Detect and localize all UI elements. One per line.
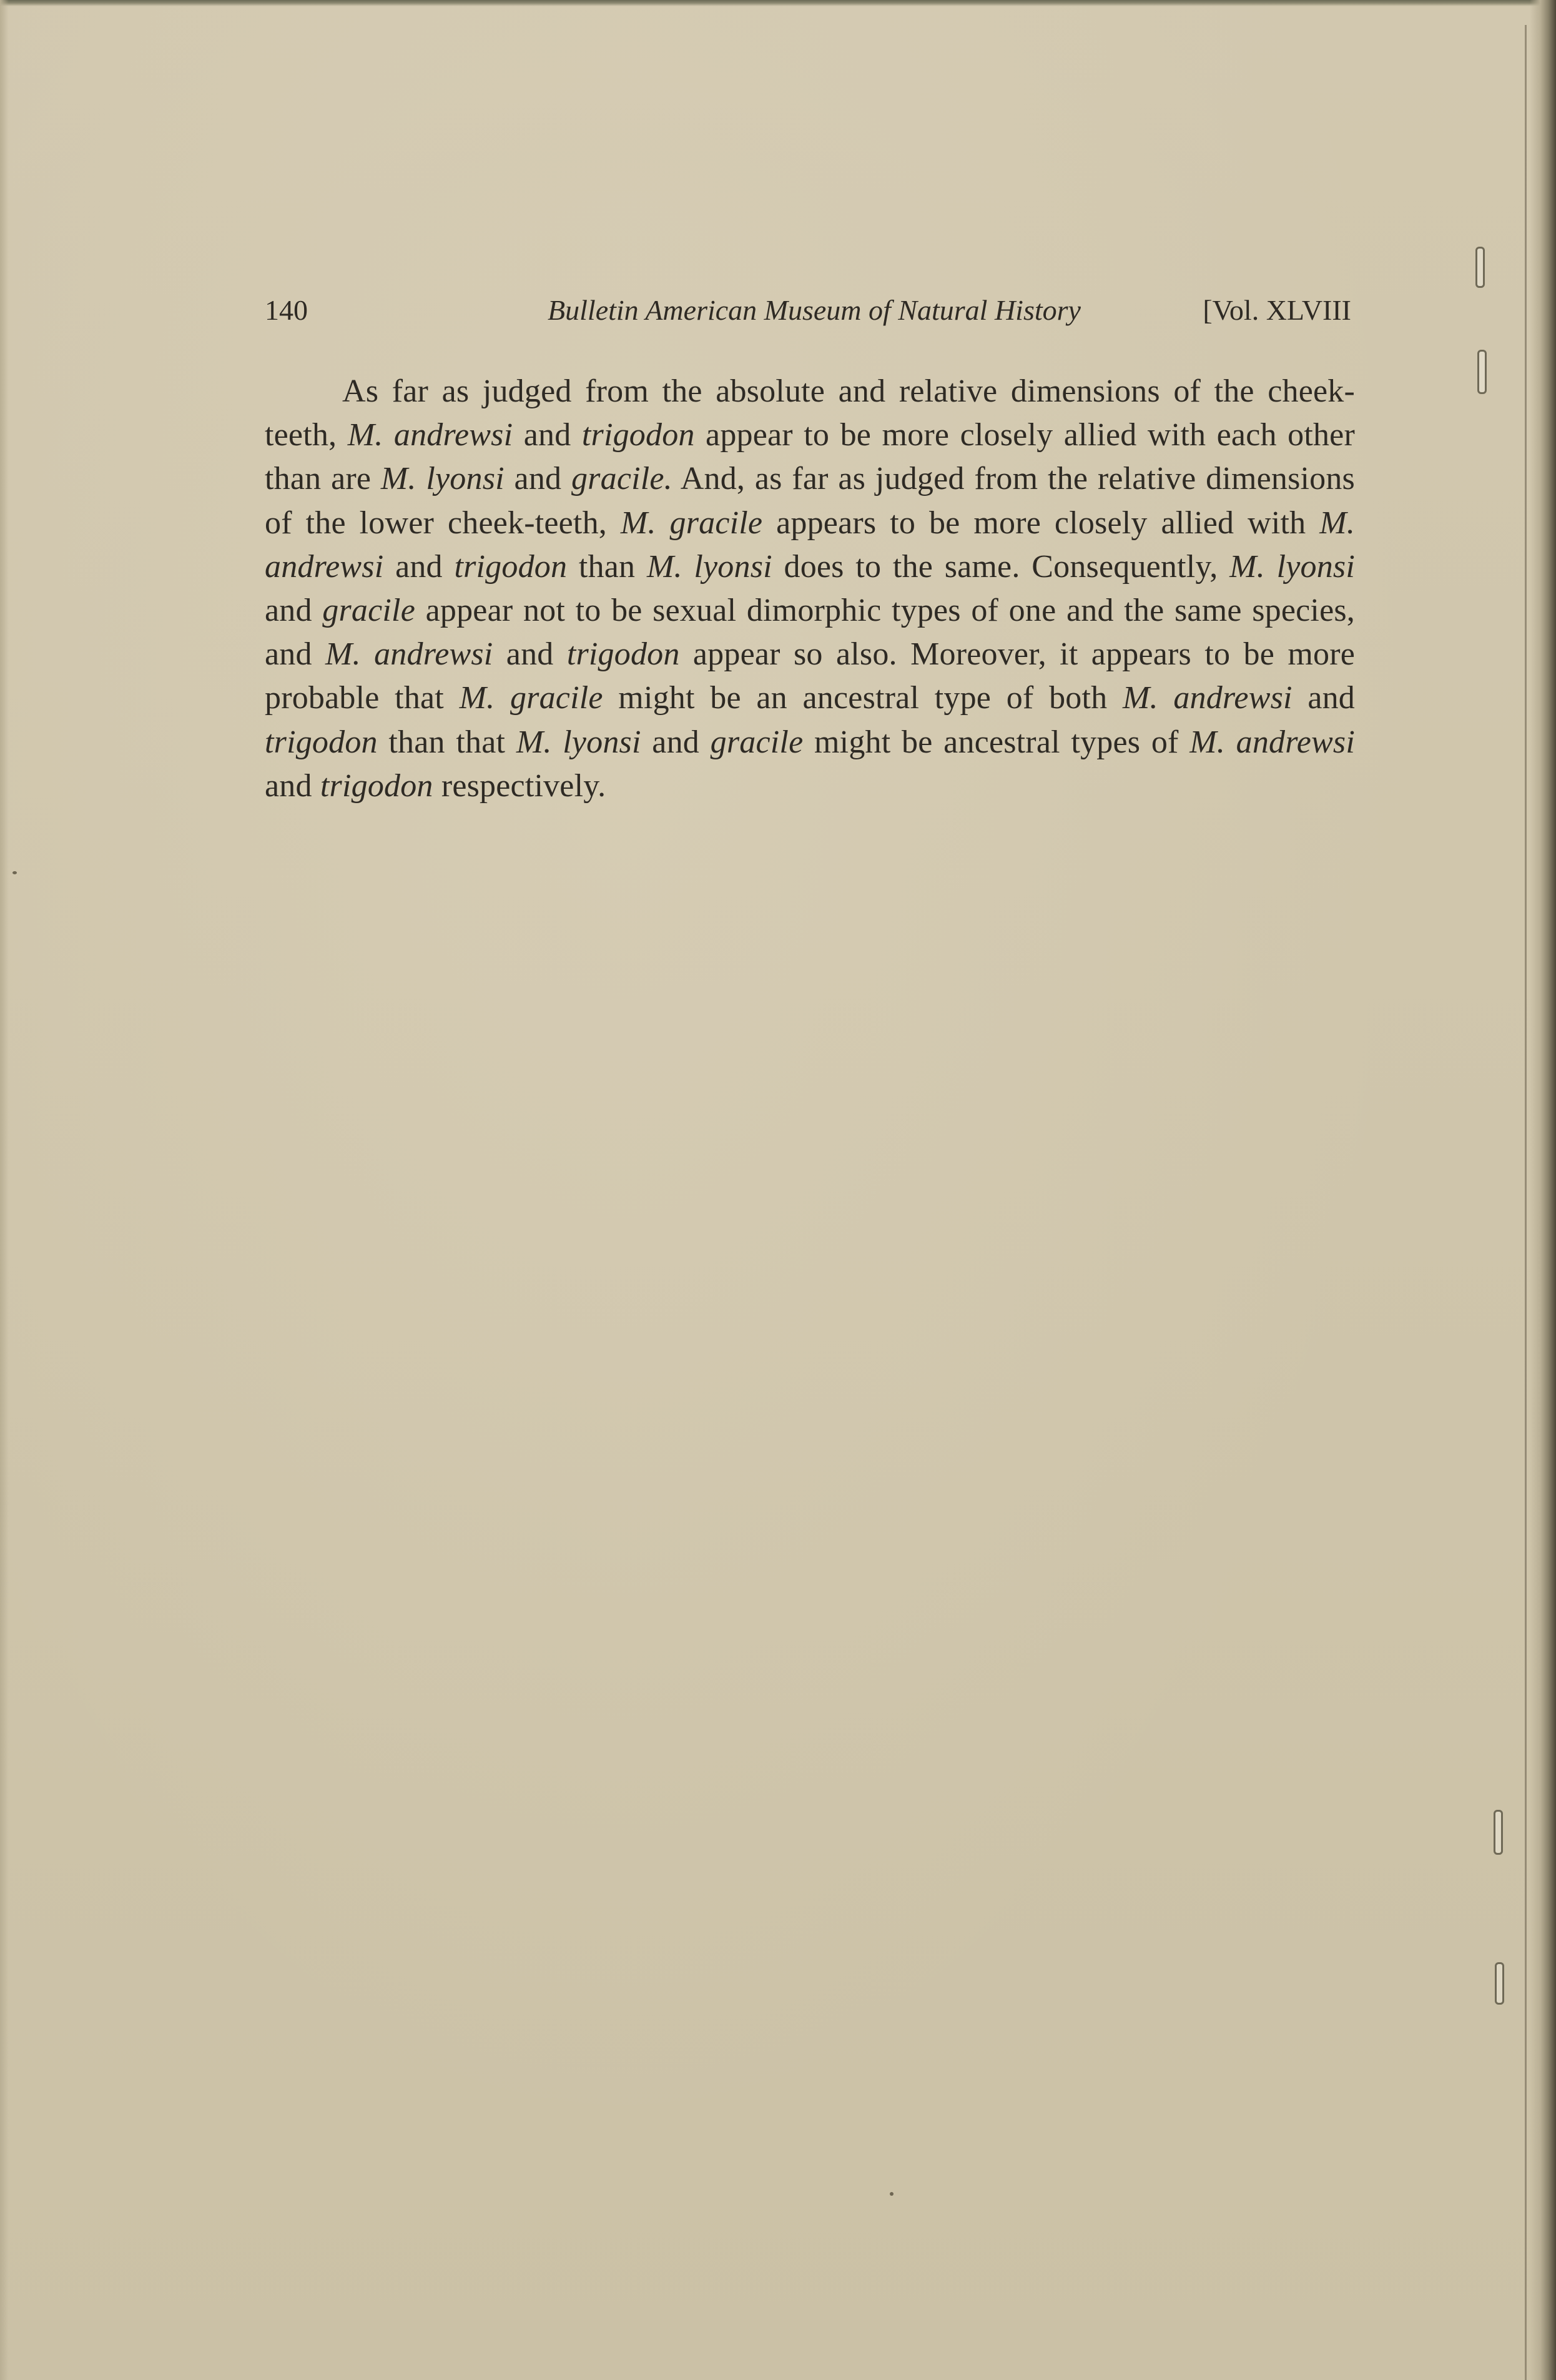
text-run: and xyxy=(493,636,567,673)
taxon-name: M. andrewsi xyxy=(1122,680,1293,716)
text-run: than that xyxy=(377,724,516,760)
text-run: might be ancestral types of xyxy=(803,724,1190,760)
taxon-name: trigodon xyxy=(566,636,680,673)
running-title: Bulletin American Museum of Natural History xyxy=(548,294,1081,326)
text-run: And, as far as judged from the relative dimensions of the lower cheek-teeth, xyxy=(265,461,1355,541)
taxon-name: M. andrewsi xyxy=(325,636,493,673)
page-top-edge xyxy=(0,0,1556,6)
staple-hole-3 xyxy=(1494,1810,1503,1855)
text-run: and xyxy=(265,593,323,629)
taxon-name: M. andrewsi xyxy=(265,505,1356,585)
taxon-name: M. gracile xyxy=(459,680,603,716)
staple-hole-2 xyxy=(1477,350,1487,394)
text-run: than xyxy=(567,548,647,585)
volume-label: [Vol. XLVIII xyxy=(1203,294,1351,326)
text-run: and xyxy=(265,768,320,804)
taxon-name: M. lyonsi xyxy=(1229,548,1355,585)
text-run: does to the same. Consequently, xyxy=(772,548,1230,585)
text-run: appear so also. Moreover, it appears to be more probable that xyxy=(265,636,1355,716)
taxon-name: gracile xyxy=(322,593,415,629)
taxon-name: M. andrewsi xyxy=(1189,724,1355,760)
staple-hole-4 xyxy=(1495,1962,1504,2005)
text-run: appear not to be sexual dimorphic types of one and the same species, and xyxy=(265,593,1355,673)
text-run: appears to be more closely allied with xyxy=(762,505,1320,541)
text-run: and xyxy=(641,724,711,760)
text-run: respectively. xyxy=(433,768,606,804)
binding-line xyxy=(1525,25,1527,2380)
staple-hole-1 xyxy=(1475,247,1485,288)
text-run: and xyxy=(1292,680,1356,716)
taxon-name: trigodon xyxy=(454,548,568,585)
text-run: and xyxy=(383,548,455,585)
page-left-edge xyxy=(0,0,9,2380)
taxon-name: M. lyonsi xyxy=(516,724,641,760)
taxon-name: M. lyonsi xyxy=(380,461,505,497)
body-paragraph xyxy=(265,370,1355,808)
text-run: As far as judged from the absolute and relative dimensions of the cheek-teeth, xyxy=(265,373,1355,453)
paper-speck xyxy=(12,871,17,874)
paper-speck xyxy=(890,2192,894,2196)
taxon-name: gracile xyxy=(710,724,804,760)
page-number: 140 xyxy=(265,294,308,326)
taxon-name: trigodon xyxy=(581,417,695,453)
taxon-name: M. gracile xyxy=(620,505,763,541)
taxon-name: trigodon xyxy=(265,724,378,760)
taxon-name: M. lyonsi xyxy=(646,548,772,585)
taxon-name: trigodon xyxy=(320,768,433,804)
text-run: appear to be more closely allied with each other than are xyxy=(265,417,1355,497)
taxon-name: gracile. xyxy=(571,461,672,497)
page-right-edge-binding xyxy=(1530,0,1556,2380)
text-run: might be an ancestral type of both xyxy=(603,680,1123,716)
text-run: and xyxy=(513,417,582,453)
taxon-name: M. andrewsi xyxy=(347,417,513,453)
running-header xyxy=(265,289,1351,332)
text-run: and xyxy=(504,461,571,497)
